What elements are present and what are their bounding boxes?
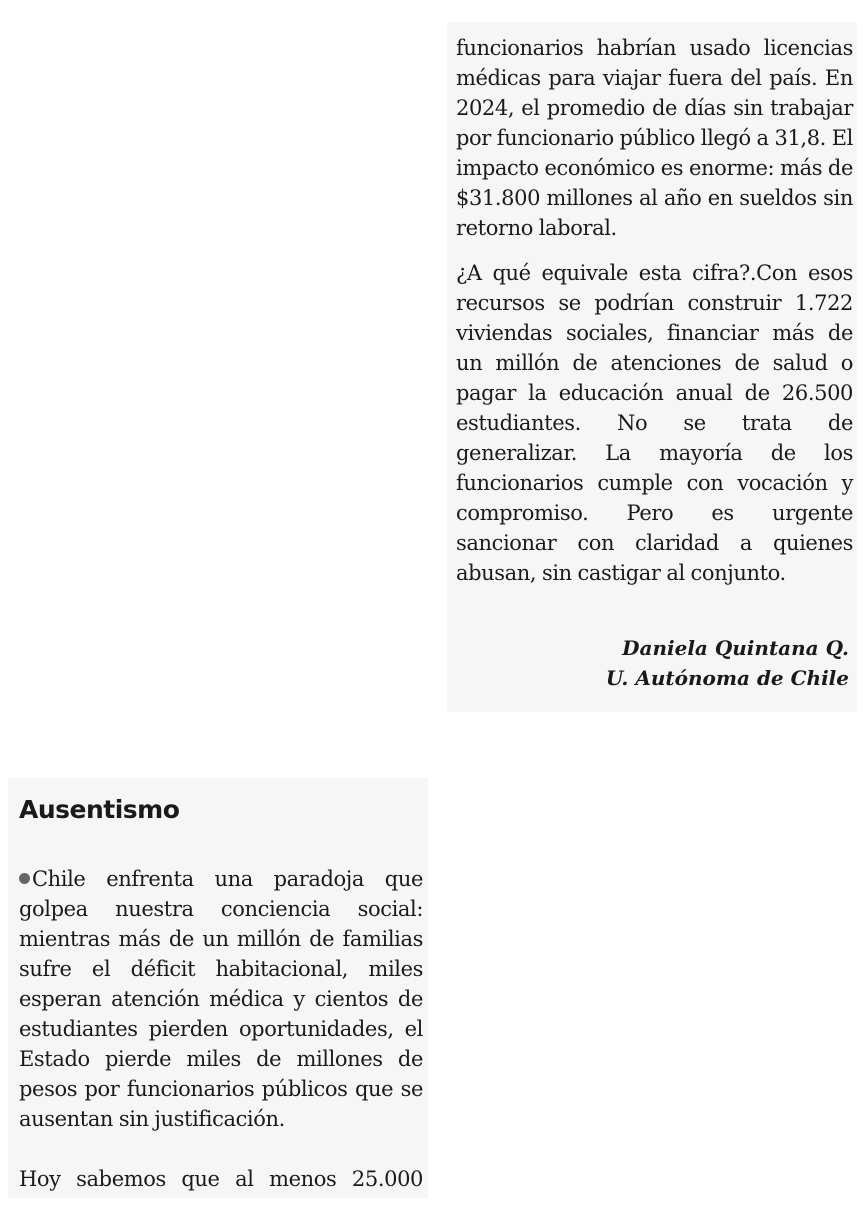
letter-start-column <box>8 778 428 1198</box>
author-name: Daniela Quintana Q. <box>622 636 849 660</box>
letter-paragraph-1-text: Chile enfrenta una paradoja que golpea nuestra conciencia social: mientras más de un millón de familias sufre el déficit habitacional, miles esperan atención médica y cientos de estudiantes pierden oportunidades, el Estado pierde miles de millones de pesos por funcionarios públicos que se ausentan sin justificación. <box>19 867 423 1131</box>
author-affiliation: U. Autónoma de Chile <box>605 666 849 690</box>
letter-paragraph-2: Hoy sabemos que al menos 25.000 <box>19 1167 423 1191</box>
letter-continuation-column <box>447 22 857 712</box>
bullet-icon <box>19 873 30 884</box>
letter-paragraph-1 <box>19 864 423 1134</box>
continuation-paragraph-2: ¿A qué equivale esta cifra?.Con esos recursos se podrían construir 1.722 viviendas sociales, financiar más de un millón de atenciones de salud o pagar la educación anual de 26.500 estudiantes. No se trata de generalizar. La mayoría de los funcionarios cumple con vocación y compromiso. Pero es urgente sancionar con claridad a quienes abusan, sin castigar al conjunto. <box>456 261 853 585</box>
letter-heading: Ausentismo <box>19 795 180 824</box>
continuation-paragraph-1: funcionarios habrían usado licencias médicas para viajar fuera del país. En 2024, el promedio de días sin trabajar por funcionario público llegó a 31,8. El impacto económico es enorme: más de $31.800 millones al año en sueldos sin retorno laboral. <box>456 36 853 240</box>
